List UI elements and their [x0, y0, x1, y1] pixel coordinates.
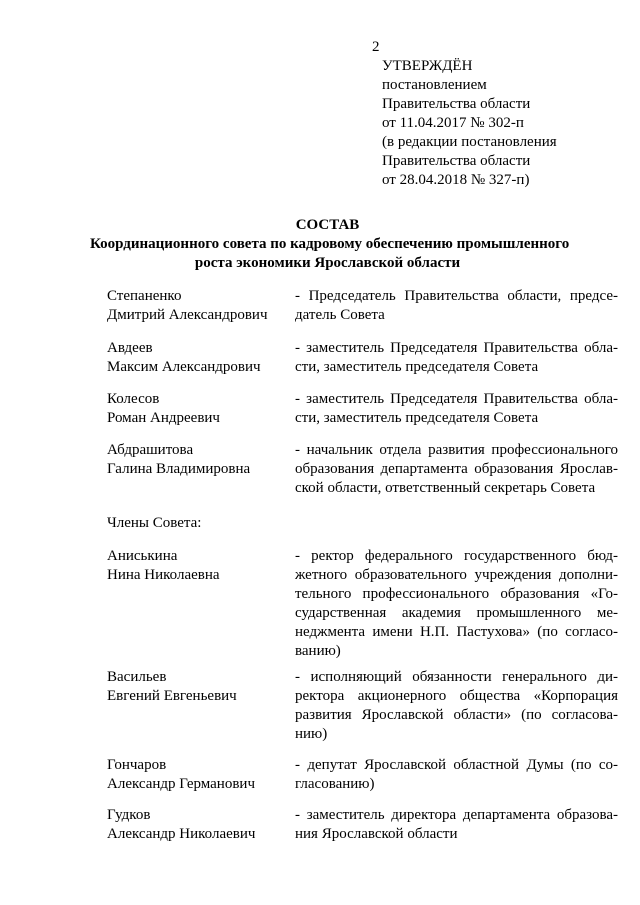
role-line: - заместитель Председателя Правительства обла- — [295, 340, 618, 356]
title-line: роста экономики Ярославской области — [194, 255, 461, 271]
role-line: неджмента имени Н.П. Пастухова» (по согласо- — [295, 624, 618, 640]
person-given-name: Александр Германович — [107, 776, 255, 792]
person-name — [107, 441, 287, 479]
role-line: жетного образовательного учреждения дополни- — [295, 567, 618, 583]
person-name — [107, 806, 287, 844]
person-name — [107, 668, 287, 706]
role-line: - заместитель директора департамента образова- — [295, 807, 618, 823]
role-line: - ректор федерального государственного бюд- — [295, 548, 618, 564]
person-name — [107, 390, 287, 428]
person-role — [295, 806, 618, 844]
person-role — [295, 756, 618, 794]
page-number: 2 — [372, 39, 380, 55]
person-given-name: Роман Андреевич — [107, 410, 220, 426]
role-line: ской области, ответственный секретарь Совета — [295, 480, 596, 496]
role-line: ректора акционерного общества «Корпорация — [295, 688, 618, 704]
person-given-name: Евгений Евгеньевич — [107, 688, 237, 704]
role-line: - исполняющий обязанности генерального ди- — [295, 669, 618, 685]
person-role — [295, 441, 618, 498]
person-surname: Колесов — [107, 391, 160, 407]
person-surname: Авдеев — [107, 340, 153, 356]
person-given-name: Нина Николаевна — [107, 567, 220, 583]
approval-line: постановлением — [382, 77, 487, 93]
person-name — [107, 547, 287, 585]
document-title — [90, 216, 570, 273]
person-name — [107, 287, 287, 325]
person-role — [295, 547, 618, 661]
person-name — [107, 756, 287, 794]
role-line: сти, заместитель председателя Совета — [295, 359, 539, 375]
approval-line: УТВЕРЖДЁН — [382, 58, 473, 74]
role-line: ния Ярославской области — [295, 826, 458, 842]
role-line: - Председатель Правительства области, предсе- — [295, 288, 618, 304]
title-heading: СОСТАВ — [295, 217, 360, 233]
person-surname: Гончаров — [107, 757, 167, 773]
role-line: нию) — [295, 726, 328, 742]
approval-line: Правительства области — [382, 96, 531, 112]
person-given-name: Александр Николаевич — [107, 826, 256, 842]
person-given-name: Дмитрий Александрович — [107, 307, 268, 323]
role-line: - депутат Ярославской областной Думы (по со- — [295, 757, 618, 773]
approval-line: от 11.04.2017 № 302-п — [382, 115, 524, 131]
role-line: - заместитель Председателя Правительства обла- — [295, 391, 618, 407]
person-name — [107, 339, 287, 377]
role-line: сти, заместитель председателя Совета — [295, 410, 539, 426]
person-role — [295, 390, 618, 428]
person-role — [295, 339, 618, 377]
person-given-name: Максим Александрович — [107, 359, 261, 375]
role-line: образования департамента образования Ярослав- — [295, 461, 618, 477]
approval-line: (в редакции постановления — [382, 134, 557, 150]
approval-line: Правительства области — [382, 153, 531, 169]
role-line: - начальник отдела развития профессионального — [295, 442, 618, 458]
role-line: датель Совета — [295, 307, 385, 323]
person-surname: Абдрашитова — [107, 442, 194, 458]
approval-line: от 28.04.2018 № 327-п) — [382, 172, 530, 188]
person-given-name: Галина Владимировна — [107, 461, 251, 477]
approval-stamp — [382, 57, 622, 190]
role-line: ванию) — [295, 643, 341, 659]
person-surname: Аниськина — [107, 548, 178, 564]
role-line: гласованию) — [295, 776, 375, 792]
title-line: Координационного совета по кадровому обеспечению промышленного — [90, 236, 570, 252]
person-surname: Васильев — [107, 669, 167, 685]
person-surname: Степаненко — [107, 288, 182, 304]
role-line: тельного профессионального образования «Го- — [295, 586, 618, 602]
members-heading: Члены Совета: — [107, 515, 202, 531]
role-line: развития Ярославской области» (по согласова- — [295, 707, 618, 723]
person-role — [295, 668, 618, 744]
person-surname: Гудков — [107, 807, 151, 823]
role-line: сударственная академия промышленного ме- — [295, 605, 618, 621]
person-role — [295, 287, 618, 325]
